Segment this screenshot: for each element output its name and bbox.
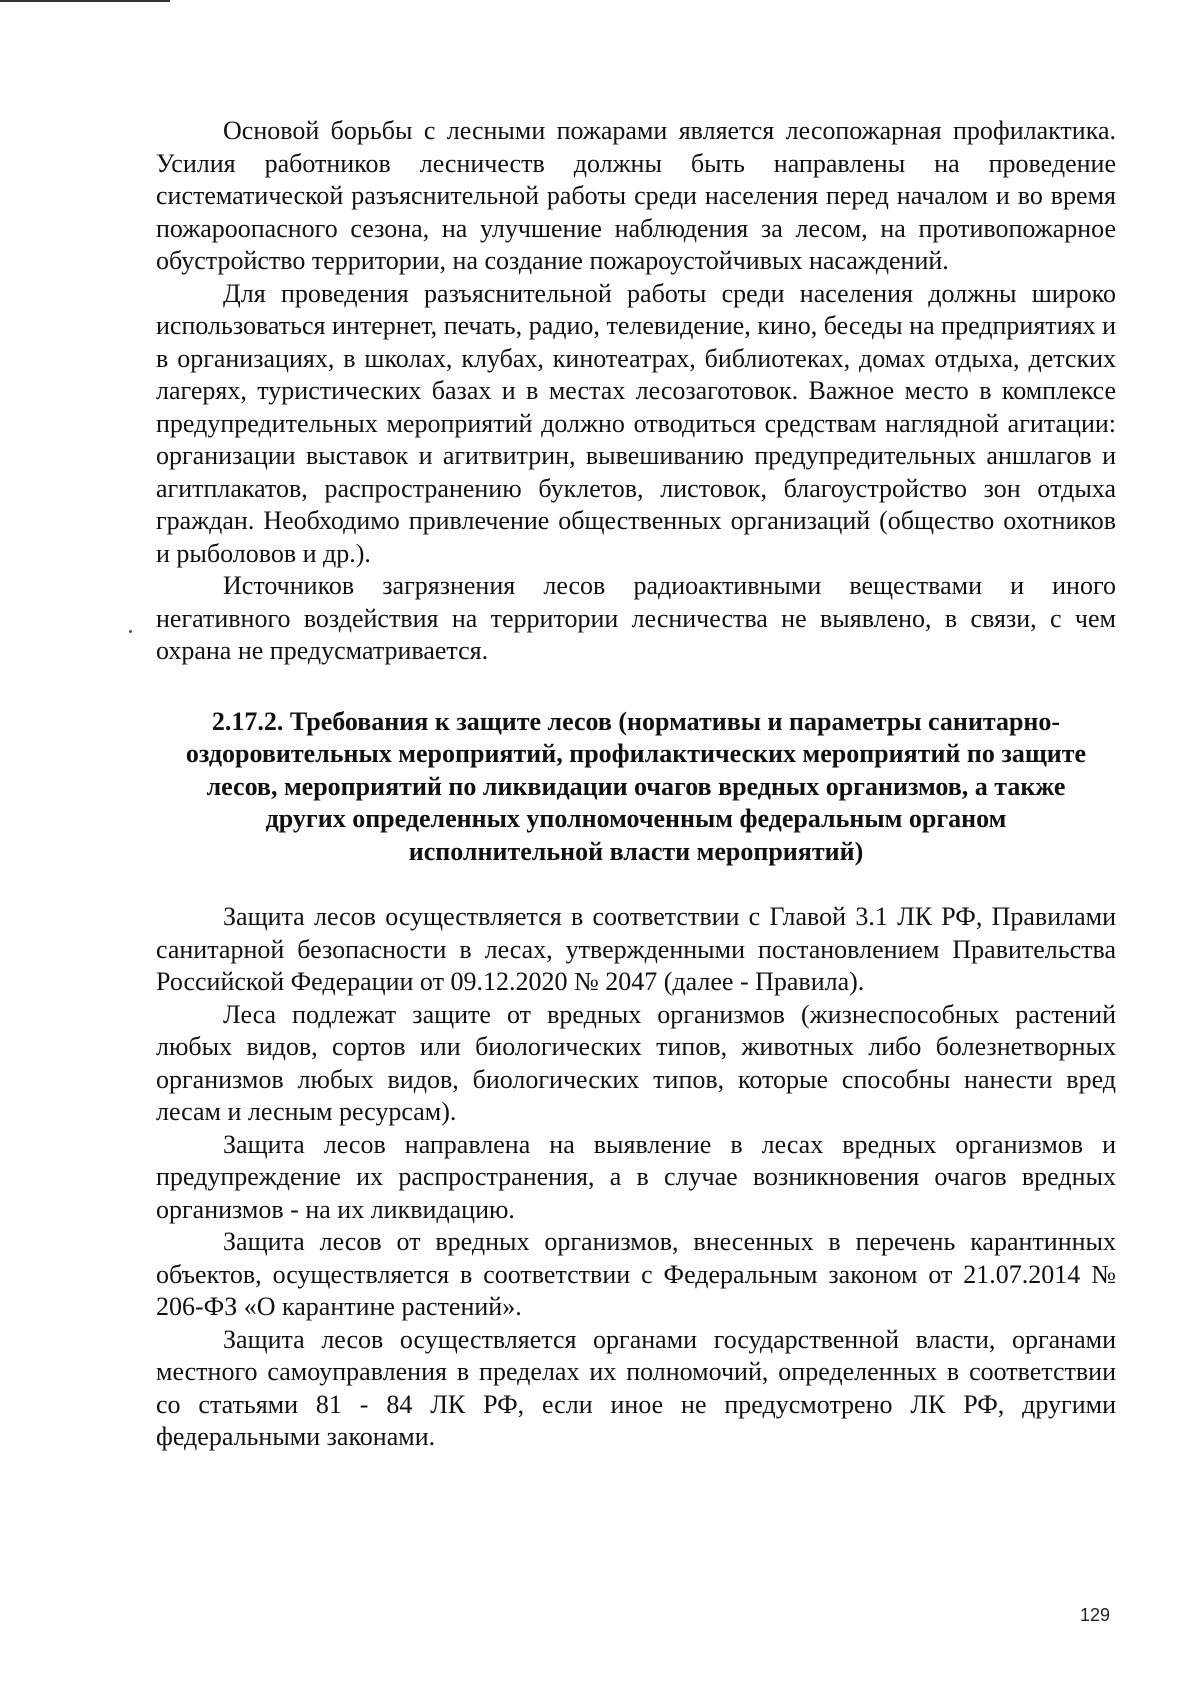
paragraph-authorities: Защита лесов осуществляется органами государственной власти, органами местного самоуправления в пределах их полномочий, определенных в соответствии со статьями 81 - 84 ЛК РФ, если иное не предусмотрено ЛК РФ, другими федеральными законами.	[156, 1324, 1116, 1451]
paragraph-harmful-organisms: Леса подлежат защите от вредных организмов (жизнеспособных растений любых видов, сортов или биологических типов, животных либо болезнетворных организмов любых видов, биологических типов, которые способны нанести вред лесам и лесным ресурсам).	[156, 999, 1116, 1126]
heading-spacer	[156, 868, 1116, 901]
paragraph-quarantine: Защита лесов от вредных организмов, внесенных в перечень карантинных объектов, осуществляется в соответствии с Федеральным законом от 21.07.2014 № 206-ФЗ «О карантине растений».	[156, 1227, 1116, 1321]
paragraph-radioactive-pollution: Источников загрязнения лесов радиоактивными веществами и иного негативного воздействия на территории лесничества не выявлено, в связи, с чем охрана не предусматривается.	[156, 571, 1116, 665]
section-heading: 2.17.2. Требования к защите лесов (нормативы и параметры санитарно-оздоровительных мероприятий, профилактических мероприятий по защите лесов, мероприятий по ликвидации очагов вредных организмов, а также других определенных уполномоченным федеральным органом исполнительной власти мероприятий)	[185, 706, 1087, 866]
scan-speck	[129, 630, 132, 633]
paragraph-detection-prevention: Защита лесов направлена на выявление в лесах вредных организмов и предупреждение их распространения, а в случае возникновения очагов вредных организмов - на их ликвидацию.	[156, 1129, 1116, 1224]
paragraph-forest-protection-law: Защита лесов осуществляется в соответствии с Главой 3.1 ЛК РФ, Правилами санитарной безопасности в лесах, утвержденными постановлением Правительства Российской Федерации от 09.12.2020 № 2047 (далее - Правила).	[156, 902, 1116, 996]
scan-edge-mark	[0, 0, 170, 2]
page-number: 129	[1080, 1605, 1111, 1625]
document-page	[156, 115, 1116, 1454]
paragraph-fire-prevention-basis: Основой борьбы с лесными пожарами является лесопожарная профилактика. Усилия работников лесничеств должны быть направлены на проведение систематической разъяснительной работы среди населения перед началом и во время пожароопасного сезона, на улучшение наблюдения за лесом, на противопожарное обустройство территории, на создание пожароустойчивых насаждений.	[156, 116, 1116, 275]
paragraph-outreach-work: Для проведения разъяснительной работы среди населения должны широко использоваться интернет, печать, радио, телевидение, кино, беседы на предприятиях и в организациях, в школах, клубах, кинотеатрах, библиотеках, домах отдыха, детских лагерях, туристических базах и в местах лесозаготовок. Важное место в комплексе предупредительных мероприятий должно отводиться средствам наглядной агитации: организации выставок и агитвитрин, вывешиванию предупредительных аншлагов и агитплакатов, распространению буклетов, листовок, благоустройство зон отдыха граждан. Необходимо привлечение общественных организаций (общество охотников и рыболовов и др.).	[156, 278, 1116, 568]
